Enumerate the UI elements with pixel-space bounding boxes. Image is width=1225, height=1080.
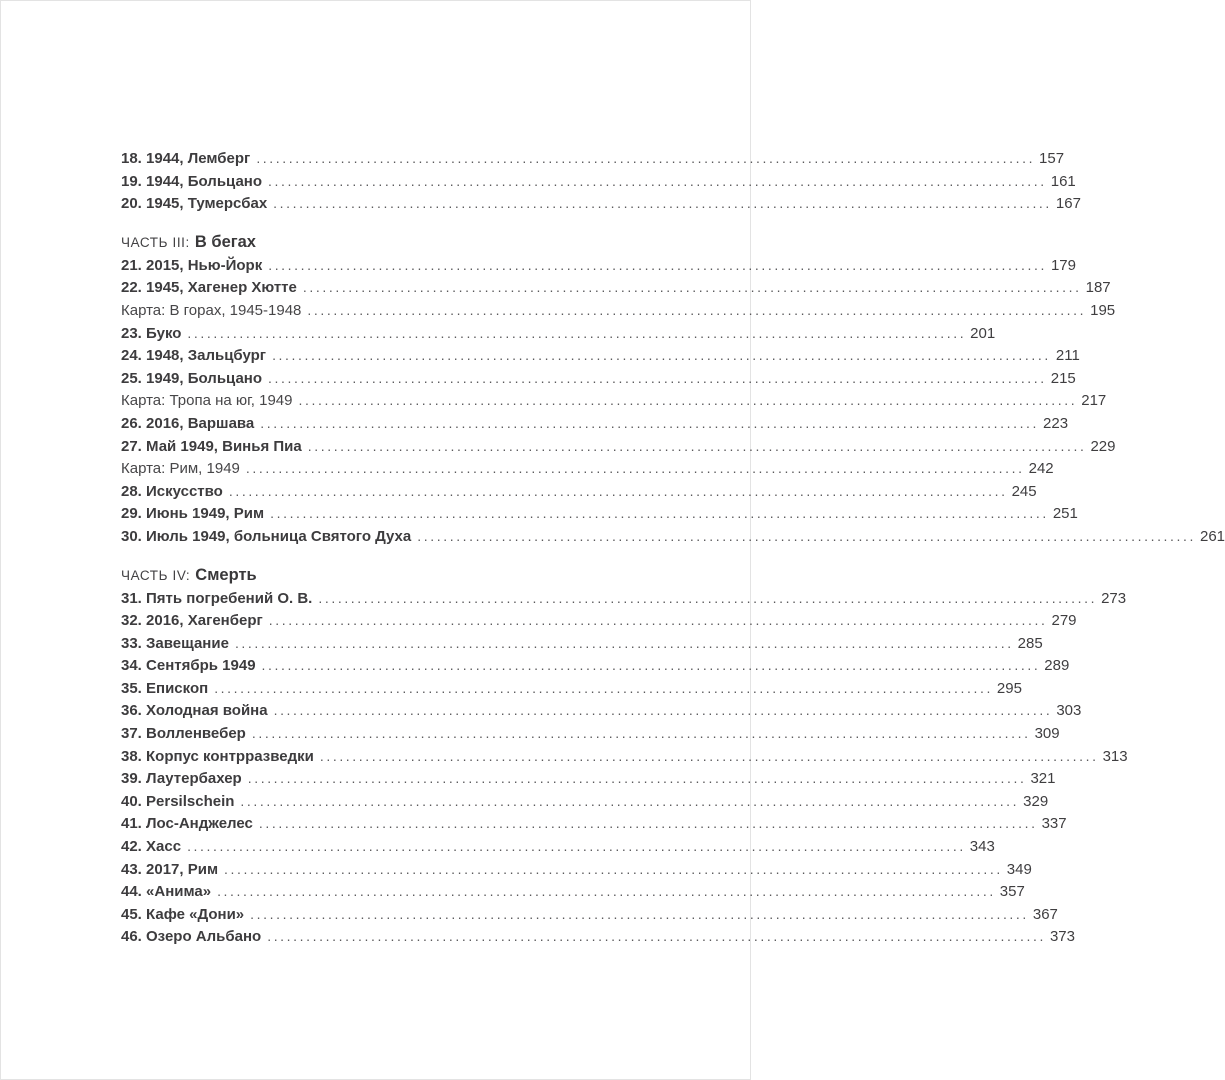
toc-leader-dots: ........................................................................................................................ [187,838,966,855]
toc-entry [121,367,1076,390]
toc-entry [121,344,1080,367]
toc-entry-title: 35. Епископ [121,679,209,697]
toc-entry-page: 303 [1056,702,1082,720]
toc-entry [121,903,1058,926]
toc-entry [121,767,1056,790]
toc-entry-title: 23. Буко [121,324,182,342]
toc-leader-dots: ........................................................................................................................ [240,792,1020,809]
toc-entry [121,790,1049,813]
toc-entry-page: 343 [969,838,995,856]
toc-leader-dots: ........................................................................................................................ [319,747,1099,764]
toc-entry-page: 245 [1011,482,1037,500]
toc-leader-dots: ........................................................................................................................ [307,301,1087,318]
toc-entry [121,858,1032,881]
toc-entry [121,677,1022,700]
toc-section-prefix: ЧАСТЬ IV: [121,567,191,583]
toc-entry [121,632,1043,655]
toc-entry-page: 217 [1081,392,1107,410]
toc-entry-page: 313 [1102,747,1128,765]
toc-leader-dots: ........................................................................................................................ [302,279,1082,296]
toc-entry-title: 29. Июнь 1949, Рим [121,505,265,523]
toc-entry-title: Карта: В горах, 1945-1948 [121,301,302,319]
toc-entry-page: 251 [1052,505,1078,523]
toc-entry-title: 27. Май 1949, Винья Пиа [121,437,302,455]
toc-entry-title: 40. Persilschein [121,792,235,810]
toc-leader-dots: ........................................................................................................................ [298,392,1078,409]
toc-entry-page: 179 [1050,256,1076,274]
toc-entry [121,880,1025,903]
toc-leader-dots: ........................................................................................................................ [307,437,1087,454]
toc-section-title: В бегах [194,232,256,251]
toc-entry-title: 43. 2017, Рим [121,860,219,878]
toc-entry [121,322,996,345]
toc-entry-page: 201 [970,324,996,342]
toc-entry [121,457,1054,480]
toc-leader-dots: ........................................................................................................................ [251,725,1031,742]
toc-leader-dots: ........................................................................................................................ [273,195,1052,212]
toc-entry-page: 289 [1044,657,1070,675]
toc-entry-page: 215 [1050,369,1076,387]
toc-entry [121,435,1116,458]
toc-entry-page: 211 [1055,347,1080,365]
toc-leader-dots: ........................................................................................................................ [258,815,1038,832]
toc-entry-title: 26. 2016, Варшава [121,414,255,432]
toc-leader-dots: ........................................................................................................................ [268,369,1047,386]
toc-entry [121,389,1107,412]
toc-leader-dots: ........................................................................................................................ [250,905,1029,922]
toc-entry [121,654,1070,677]
toc-entry-page: 195 [1090,301,1116,319]
toc-entry-page: 187 [1085,279,1111,297]
toc-entry-title: 28. Искусство [121,482,223,500]
toc-leader-dots: ........................................................................................................................ [267,928,1046,945]
toc-leader-dots: ........................................................................................................................ [260,414,1040,431]
toc-entry-title: 31. Пять погребений О. В. [121,589,313,607]
toc-entry-title: 42. Хасс [121,838,182,856]
toc-entry-title: 25. 1949, Больцано [121,369,263,387]
toc-leader-dots: ........................................................................................................................ [261,657,1041,674]
toc-entry [121,299,1116,322]
toc-entry-page: 349 [1006,860,1032,878]
toc-entry-page: 337 [1041,815,1067,833]
toc-entry-page: 373 [1049,928,1075,946]
toc-entry-title: 36. Холодная война [121,702,268,720]
toc-leader-dots: ........................................................................................................................ [268,256,1047,273]
toc-leader-dots: ........................................................................................................................ [224,860,1003,877]
toc-entry-title: 41. Лос-Анджелес [121,815,253,833]
toc-entry [121,722,1060,745]
toc-entry-page: 161 [1050,172,1076,190]
toc-entry-page: 242 [1028,460,1054,478]
toc-entry [121,147,1065,170]
toc-entry [121,170,1076,193]
toc-entry [121,480,1037,503]
toc-leader-dots: ........................................................................................................................ [268,612,1048,629]
toc-leader-dots: ........................................................................................................................ [214,679,993,696]
toc-entry-title: 32. 2016, Хагенберг [121,612,263,630]
toc-entry-page: 261 [1199,527,1225,545]
toc-entry-page: 273 [1101,589,1127,607]
toc-entry-page: 223 [1043,414,1069,432]
toc-entry [121,525,1225,548]
toc-entry-title: 21. 2015, Нью-Йорк [121,256,263,274]
toc-leader-dots: ........................................................................................................................ [270,505,1049,522]
toc-entry-title: 39. Лаутербахер [121,770,242,788]
toc-entry-title: 33. Завещание [121,634,229,652]
toc-section-header [121,563,632,587]
toc-section-title: Смерть [195,565,257,584]
toc-leader-dots: ........................................................................................................................ [256,150,1036,166]
toc-entry-title: 24. 1948, Зальцбург [121,347,267,365]
toc-leader-dots: ........................................................................................................................ [187,324,967,341]
toc-entry-title: 37. Волленвебер [121,725,246,743]
toc-entry-page: 295 [996,679,1022,697]
toc-leader-dots: ........................................................................................................................ [234,634,1014,651]
toc-entry-title: 34. Сентябрь 1949 [121,657,256,675]
toc-entry-title: 19. 1944, Больцано [121,172,263,190]
toc-leader-dots: ........................................................................................................................ [318,589,1098,606]
toc-entry-page: 167 [1055,195,1081,213]
toc-leader-dots: ........................................................................................................................ [417,527,1197,544]
toc-entry-page: 157 [1039,150,1065,167]
toc-entry-title: Карта: Рим, 1949 [121,460,240,478]
toc-entry [121,699,1082,722]
toc-entry [121,609,1077,632]
toc-section-prefix: ЧАСТЬ III: [121,234,190,250]
toc-leader-dots: ........................................................................................................................ [217,883,996,900]
toc-entry-title: 45. Кафе «Дони» [121,905,245,923]
toc-leader-dots: ........................................................................................................................ [268,172,1047,189]
toc-entry [121,276,1111,299]
toc-section-header [121,230,632,254]
toc-entry-page: 321 [1030,770,1056,788]
toc-entry [121,254,1076,277]
toc [121,147,1225,948]
toc-entry [121,925,1075,948]
toc-entry-page: 309 [1034,725,1060,743]
toc-entry-title: 38. Корпус контрразведки [121,747,314,765]
toc-entry-title: 22. 1945, Хагенер Хютте [121,279,297,297]
toc-entry-title: 20. 1945, Тумерсбах [121,195,268,213]
toc-entry-page: 279 [1051,612,1077,630]
toc-entry-page: 229 [1090,437,1116,455]
toc-leader-dots: ........................................................................................................................ [273,702,1053,719]
toc-entry-title: 46. Озеро Альбано [121,928,262,946]
toc-entry-page: 329 [1023,792,1049,810]
toc-entry-title: Карта: Тропа на юг, 1949 [121,392,293,410]
toc-leader-dots: ........................................................................................................................ [228,482,1008,499]
toc-entry-page: 357 [999,883,1025,901]
toc-entry [121,812,1067,835]
toc-entry-title: 44. «Анима» [121,883,212,901]
toc-entry-page: 285 [1017,634,1043,652]
toc-entry-page: 367 [1032,905,1058,923]
toc-entry [121,587,1127,610]
toc-leader-dots: ........................................................................................................................ [247,770,1027,787]
toc-entry [121,745,1128,768]
toc-leader-dots: ........................................................................................................................ [245,460,1025,477]
toc-entry-title: 30. Июль 1949, больница Святого Духа [121,527,412,545]
toc-entry-title: 18. 1944, Лемберг [121,150,251,167]
toc-entry [121,192,1081,215]
toc-entry [121,412,1069,435]
toc-leader-dots: ........................................................................................................................ [272,347,1051,364]
toc-entry [121,502,1078,525]
toc-entry [121,835,995,858]
